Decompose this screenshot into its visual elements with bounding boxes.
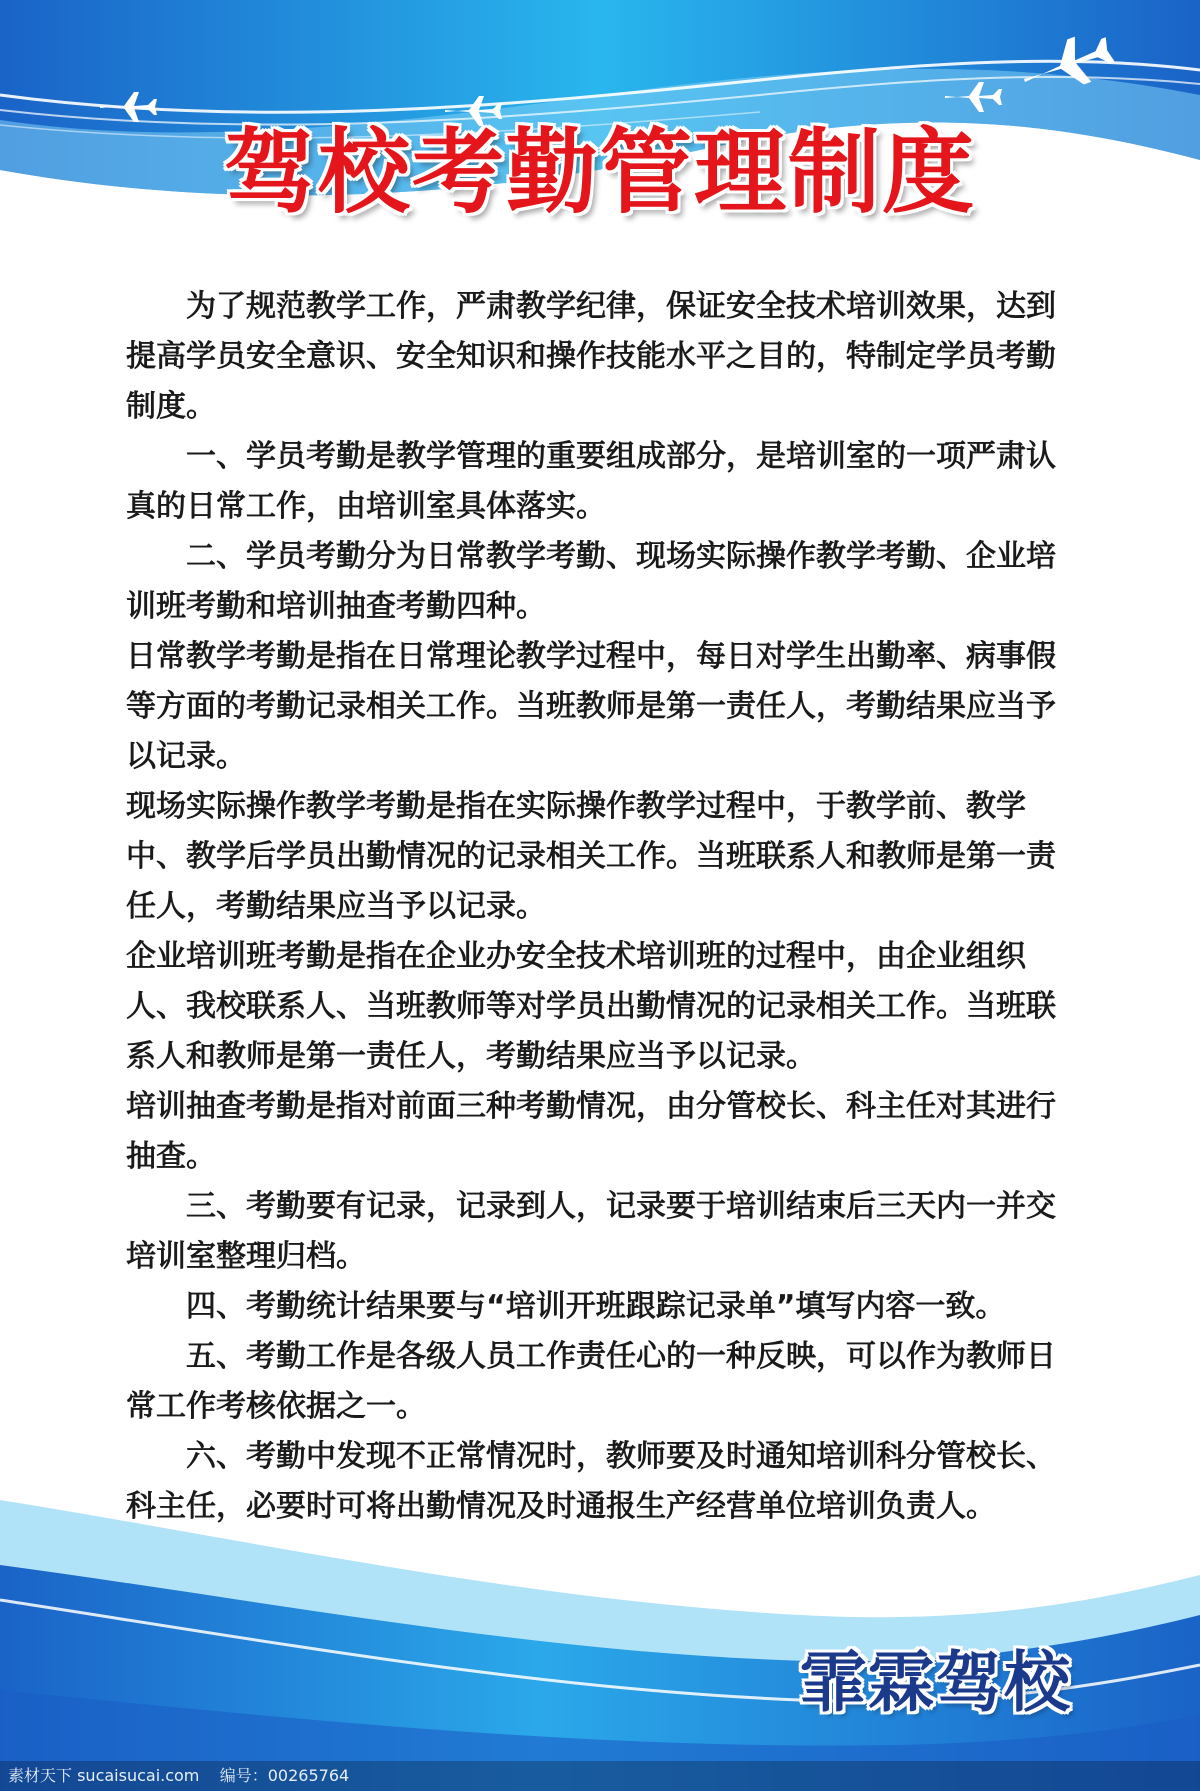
paragraph: 为了规范教学工作，严肃教学纪律，保证安全技术培训效果，达到提高学员安全意识、安全知识和操作技能水平之目的，特制定学员考勤制度。 <box>126 289 1056 424</box>
paragraph: 三、考勤要有记录，记录到人，记录要于培训结束后三天内一并交培训室整理归档。 <box>126 1189 1056 1274</box>
paragraph: 一、学员考勤是教学管理的重要组成部分，是培训室的一项严肃认真的日常工作，由培训室具体落实。 <box>126 439 1056 524</box>
poster-title: 驾校考勤管理制度 <box>223 119 976 226</box>
paragraph: 企业培训班考勤是指在企业办安全技术培训班的过程中，由企业组织人、我校联系人、当班教师等对学员出勤情况的记录相关工作。当班联系人和教师是第一责任人，考勤结果应当予以记录。 <box>126 939 1056 1074</box>
school-brand: 霏霖驾校 <box>800 1644 1072 1721</box>
paragraph: 日常教学考勤是指在日常理论教学过程中，每日对学生出勤率、病事假等方面的考勤记录相关工作。当班教师是第一责任人，考勤结果应当予以记录。 <box>126 639 1056 774</box>
paragraph: 现场实际操作教学考勤是指在实际操作教学过程中，于教学前、教学中、教学后学员出勤情况的记录相关工作。当班联系人和教师是第一责任人，考勤结果应当予以记录。 <box>126 789 1056 924</box>
paragraph: 六、考勤中发现不正常情况时，教师要及时通知培训科分管校长、科主任，必要时可将出勤情况及时通报生产经营单位培训负责人。 <box>126 1439 1056 1524</box>
watermark: 素材天下 sucaisucai.com 编号：00265764 <box>0 1761 1200 1791</box>
paragraph: 培训抽查考勤是指对前面三种考勤情况，由分管校长、科主任对其进行抽查。 <box>126 1089 1056 1174</box>
paragraph: 四、考勤统计结果要与“培训开班跟踪记录单”填写内容一致。 <box>186 1289 1006 1324</box>
paragraph: 二、学员考勤分为日常教学考勤、现场实际操作教学考勤、企业培训班考勤和培训抽查考勤四种。 <box>126 539 1056 624</box>
regulation-body <box>126 282 1076 1532</box>
paragraph: 五、考勤工作是各级人员工作责任心的一种反映，可以作为教师日常工作考核依据之一。 <box>126 1339 1056 1424</box>
